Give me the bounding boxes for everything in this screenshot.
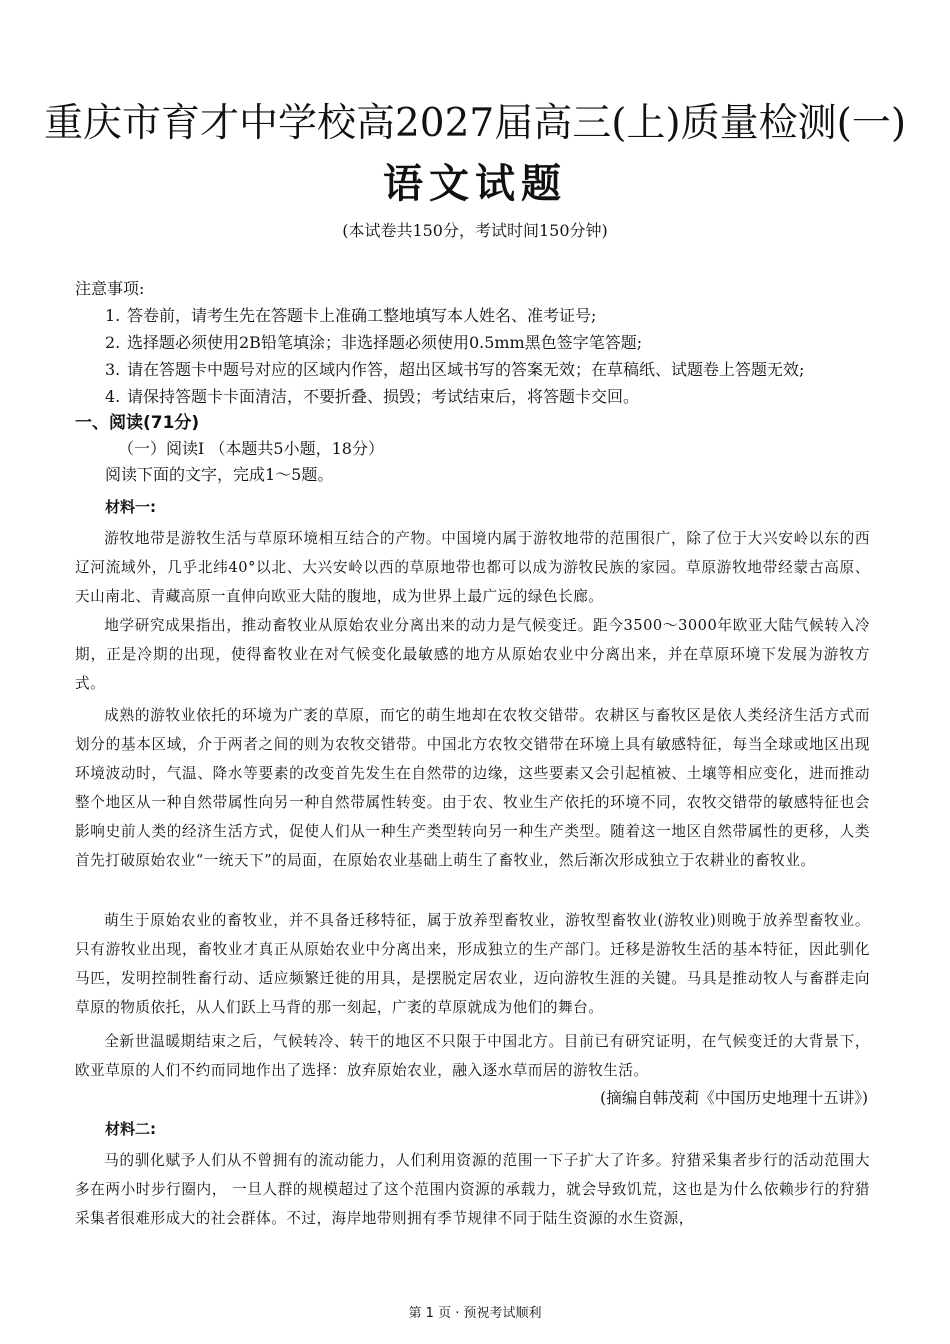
material-two-paragraph: 马的驯化赋予人们从不曾拥有的流动能力，人们利用资源的范围一下子扩大了许多。狩猎采集者步行的活动范围大多在两小时步行圈内， 一旦人群的规模超过了这个范围内资源的承载力，就会导致饥荒，这也是为什么依赖步行的狩猎采集者很难形成大的社会群体。不过，海岸地带则拥有季节规律不同于陆生资源的水生资源，: [75, 1152, 870, 1227]
notice-item-number: 3.: [105, 360, 121, 379]
material-one-paragraph: 全新世温暖期结束之后，气候转冷、转干的地区不只限于中国北方。目前已有研究证明，在气候变迁的大背景下，欧亚草原的人们不约而同地作出了选择：放弃原始农业，融入逐水草而居的游牧生活。: [75, 1033, 870, 1079]
notice-heading: 注意事项:: [75, 279, 145, 298]
material-two-label: 材料二:: [105, 1120, 156, 1138]
material-one-paragraph: 地学研究成果指出，推动畜牧业从原始农业分离出来的动力是气候变迁。距今3500～3000年欧亚大陆气候转入冷期，正是冷期的出现，使得畜牧业在对气候变化最敏感的地方从原始农业中分离出来，并在草原环境下发展为游牧方式。: [75, 617, 870, 692]
material-one-label: 材料一:: [105, 498, 156, 516]
subsection-heading: （一）阅读I （本题共5小题，18分）: [118, 439, 384, 458]
reading-instruction: 阅读下面的文字，完成1～5题。: [105, 465, 334, 484]
notice-item-number: 2.: [105, 333, 121, 352]
page-footer: 第 1 页 · 预祝考试顺利: [408, 1306, 542, 1321]
notice-item-number: 4.: [105, 387, 121, 406]
exam-title: 重庆市育才中学校高2027届高三(上)质量检测(一): [43, 101, 907, 146]
notice-item-text: 请在答题卡中题号对应的区域内作答，超出区域书写的答案无效；在草稿纸、试题卷上答题无效;: [127, 360, 805, 379]
notice-item-text: 选择题必须使用2B铅笔填涂；非选择题必须使用0.5mm黑色签字笔答题;: [127, 333, 643, 352]
notice-item: [105, 356, 925, 383]
subject-title: 语文试题: [383, 161, 567, 207]
notice-item-text: 答卷前，请考生先在答题卡上准确工整地填写本人姓名、准考证号;: [127, 306, 597, 325]
notice-item-text: 请保持答题卡卡面清洁，不要折叠、损毁；考试结束后，将答题卡交回。: [127, 387, 640, 406]
exam-info: (本试卷共150分，考试时间150分钟): [342, 221, 608, 240]
notice-list: [105, 302, 925, 410]
material-one-paragraph: 成熟的游牧业依托的环境为广袤的草原，而它的萌生地却在农牧交错带。农耕区与畜牧区是依人类经济生活方式而划分的基本区域，介于两者之间的则为农牧交错带。中国北方农牧交错带在环境上具有敏感特征，每当全球或地区出现环境波动时，气温、降水等要素的改变首先发生在自然带的边缘，这些要素又会引起植被、土壤等相应变化，进而推动整个地区从一种自然带属性向另一种自然带属性转变。由于农、牧业生产依托的环境不同，农牧交错带的敏感特征也会影响史前人类的经济生活方式，促使人们从一种生产类型转向另一种生产类型。随着这一地区自然带属性的更移，人类首先打破原始农业“一统天下”的局面，在原始农业基础上萌生了畜牧业，然后渐次形成独立于农耕业的畜牧业。: [75, 707, 870, 869]
notice-item: [105, 383, 925, 410]
section-heading: 一、阅读(71分): [75, 413, 200, 433]
source-citation: (摘编自韩茂莉《中国历史地理十五讲》): [600, 1089, 868, 1107]
notice-item-number: 1.: [105, 306, 121, 325]
notice-item: [105, 302, 925, 329]
notice-item: [105, 329, 925, 356]
material-one-paragraph: 游牧地带是游牧生活与草原环境相互结合的产物。中国境内属于游牧地带的范围很广，除了位于大兴安岭以东的西辽河流域外，几乎北纬40°以北、大兴安岭以西的草原地带也都可以成为游牧民族的家园。草原游牧地带经蒙古高原、天山南北、青藏高原一直伸向欧亚大陆的腹地，成为世界上最广远的绿色长廊。: [75, 530, 870, 605]
material-one-paragraph: 萌生于原始农业的畜牧业，并不具备迁移特征，属于放养型畜牧业，游牧型畜牧业(游牧业)则晚于放养型畜牧业。只有游牧业出现，畜牧业才真正从原始农业中分离出来，形成独立的生产部门。迁移是游牧生活的基本特征，因此驯化马匹，发明控制牲畜行动、适应频繁迁徙的用具，是摆脱定居农业，迈向游牧生涯的关键。马具是推动牧人与畜群走向草原的物质依托，从人们跃上马背的那一刻起，广袤的草原就成为他们的舞台。: [75, 912, 870, 1016]
